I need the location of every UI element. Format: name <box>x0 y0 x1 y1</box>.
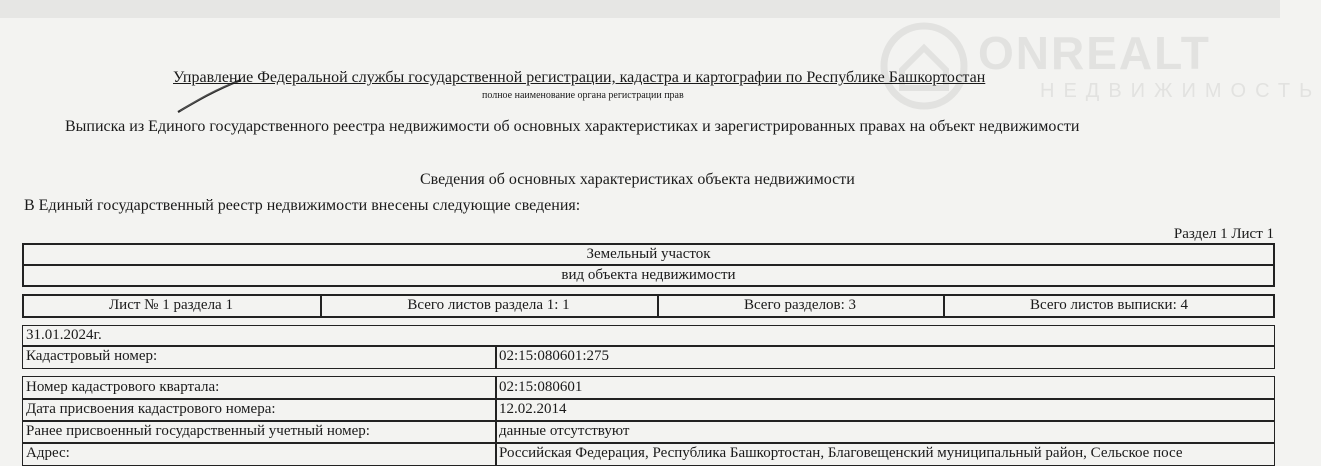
detail-value: Российская Федерация, Республика Башкортостан, Благовещенский муниципальный район, Сельское посе <box>499 445 1183 461</box>
sheet-number: Лист № 1 раздела 1 <box>109 297 233 313</box>
watermark-sub: НЕДВИЖИМОСТЬ <box>1040 80 1321 102</box>
object-type-caption: вид объекта недвижимости <box>561 267 736 283</box>
sheets-in-section: Всего листов раздела 1: 1 <box>407 297 570 313</box>
section-intro: В Единый государственный реестр недвижимости внесены следующие сведения: <box>24 197 581 214</box>
house-icon <box>880 22 968 110</box>
document-title: Выписка из Единого государственного реестра недвижимости об основных характеристиках и зарегистрированных правах на объект недвижимости <box>65 118 1080 135</box>
object-type-divider <box>22 264 1275 266</box>
sections-total: Всего разделов: 3 <box>743 297 857 313</box>
watermark <box>880 22 1321 112</box>
detail-label: Номер кадастрового квартала: <box>26 379 220 395</box>
extract-sheets-total: Всего листов выписки: 4 <box>1030 297 1188 313</box>
sheet-reference: Раздел 1 Лист 1 <box>1173 226 1274 242</box>
detail-value: 12.02.2014 <box>499 401 567 417</box>
detail-label: Адрес: <box>26 445 70 461</box>
section-heading: Сведения об основных характеристиках объекта недвижимости <box>420 171 855 188</box>
record-col-sep <box>495 345 497 369</box>
record-date: 31.01.2024г. <box>26 327 102 343</box>
authority-name: Управление Федеральной службы государственной регистрации, кадастра и картографии по Республике Башкортостан <box>173 69 986 86</box>
detail-value: данные отсутствуют <box>499 423 630 439</box>
details-row-sep <box>22 442 1275 444</box>
details-row-sep <box>22 420 1275 422</box>
object-type: Земельный участок <box>586 246 711 262</box>
detail-label: Дата присвоения кадастрового номера: <box>26 401 276 417</box>
record-box <box>22 325 1275 369</box>
details-row-sep <box>22 398 1275 400</box>
scan-top-band <box>0 0 1280 18</box>
authority-caption: полное наименование органа регистрации прав <box>482 90 684 101</box>
record-divider <box>22 345 1275 347</box>
cadastral-label: Кадастровый номер: <box>26 348 158 364</box>
cadastral-value: 02:15:080601:275 <box>499 348 610 364</box>
watermark-brand: ONREALT <box>978 27 1211 79</box>
detail-label: Ранее присвоенный государственный учетный номер: <box>26 423 370 439</box>
detail-value: 02:15:080601 <box>499 379 583 395</box>
